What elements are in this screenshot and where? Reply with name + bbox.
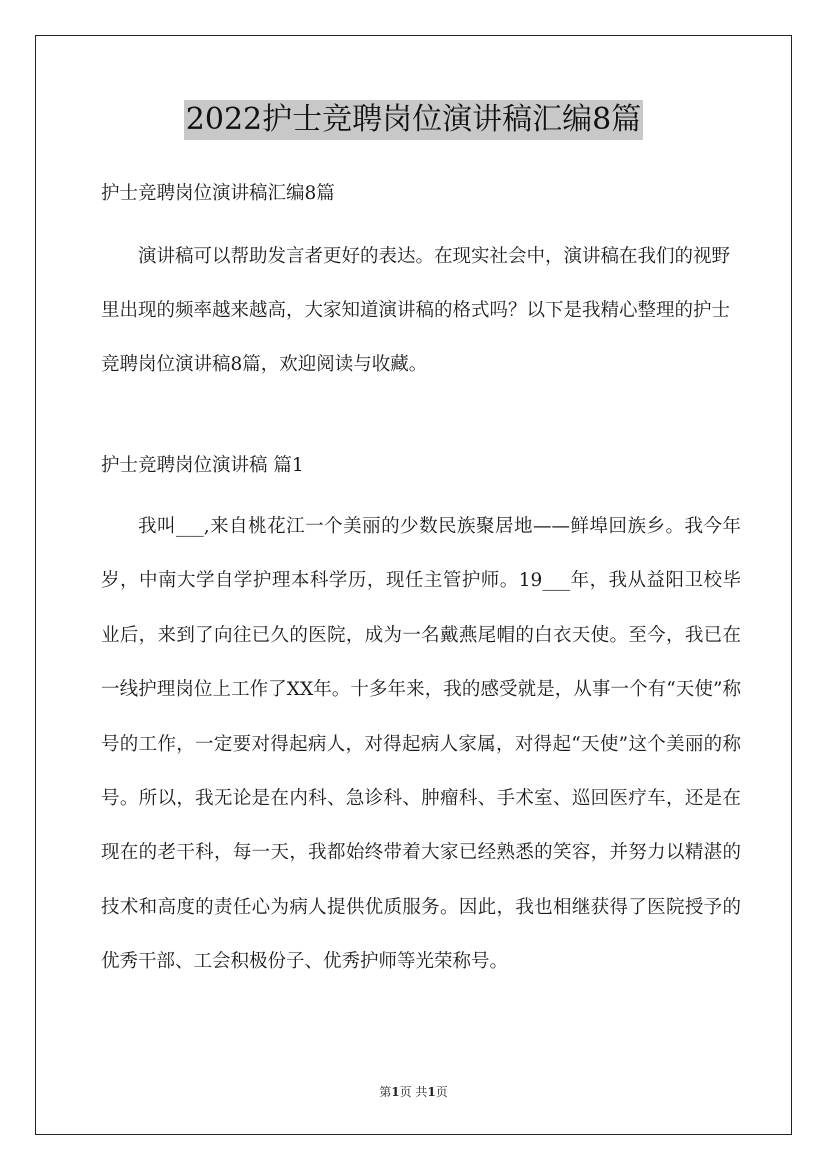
footer-mid: 页 共	[399, 1085, 428, 1099]
document-subtitle: 护士竞聘岗位演讲稿汇编8篇	[101, 183, 335, 204]
title-container	[0, 100, 827, 140]
section-heading: 护士竞聘岗位演讲稿 篇1	[101, 455, 304, 476]
footer-total-pages: 1	[427, 1085, 436, 1099]
document-title: 2022护士竞聘岗位演讲稿汇编8篇	[184, 100, 643, 140]
page-footer	[0, 1082, 827, 1102]
footer-current-page: 1	[391, 1085, 400, 1099]
footer-prefix: 第	[379, 1085, 392, 1099]
intro-paragraph: 演讲稿可以帮助发言者更好的表达。在现实社会中，演讲稿在我们的视野里出现的频率越来越高，大家知道演讲稿的格式吗？以下是我精心整理的护士竞聘岗位演讲稿8篇，欢迎阅读与收藏。	[101, 246, 731, 375]
footer-suffix: 页	[435, 1085, 448, 1099]
body-paragraph: 我叫___,来自桃花江一个美丽的少数民族聚居地——鲜埠回族乡。我今年岁，中南大学自学护理本科学历，现任主管护师。19___年，我从益阳卫校毕业后，来到了向往已久的医院，成为一名戴燕尾帽的白衣天使。至今，我已在一线护理岗位上工作了XX年。十多年来，我的感受就是，从事一个有“天使”称号的工作，一定要对得起病人，对得起病人家属，对得起“天使”这个美丽的称号。所以，我无论是在内科、急诊科、肿瘤科、手术室、巡回医疗车，还是在现在的老干科，每一天，我都始终带着大家已经熟悉的笑容，并努力以精湛的技术和高度的责任心为病人提供优质服务。因此，我也相继获得了医院授予的优秀干部、工会积极份子、优秀护师等光荣称号。	[101, 516, 741, 973]
